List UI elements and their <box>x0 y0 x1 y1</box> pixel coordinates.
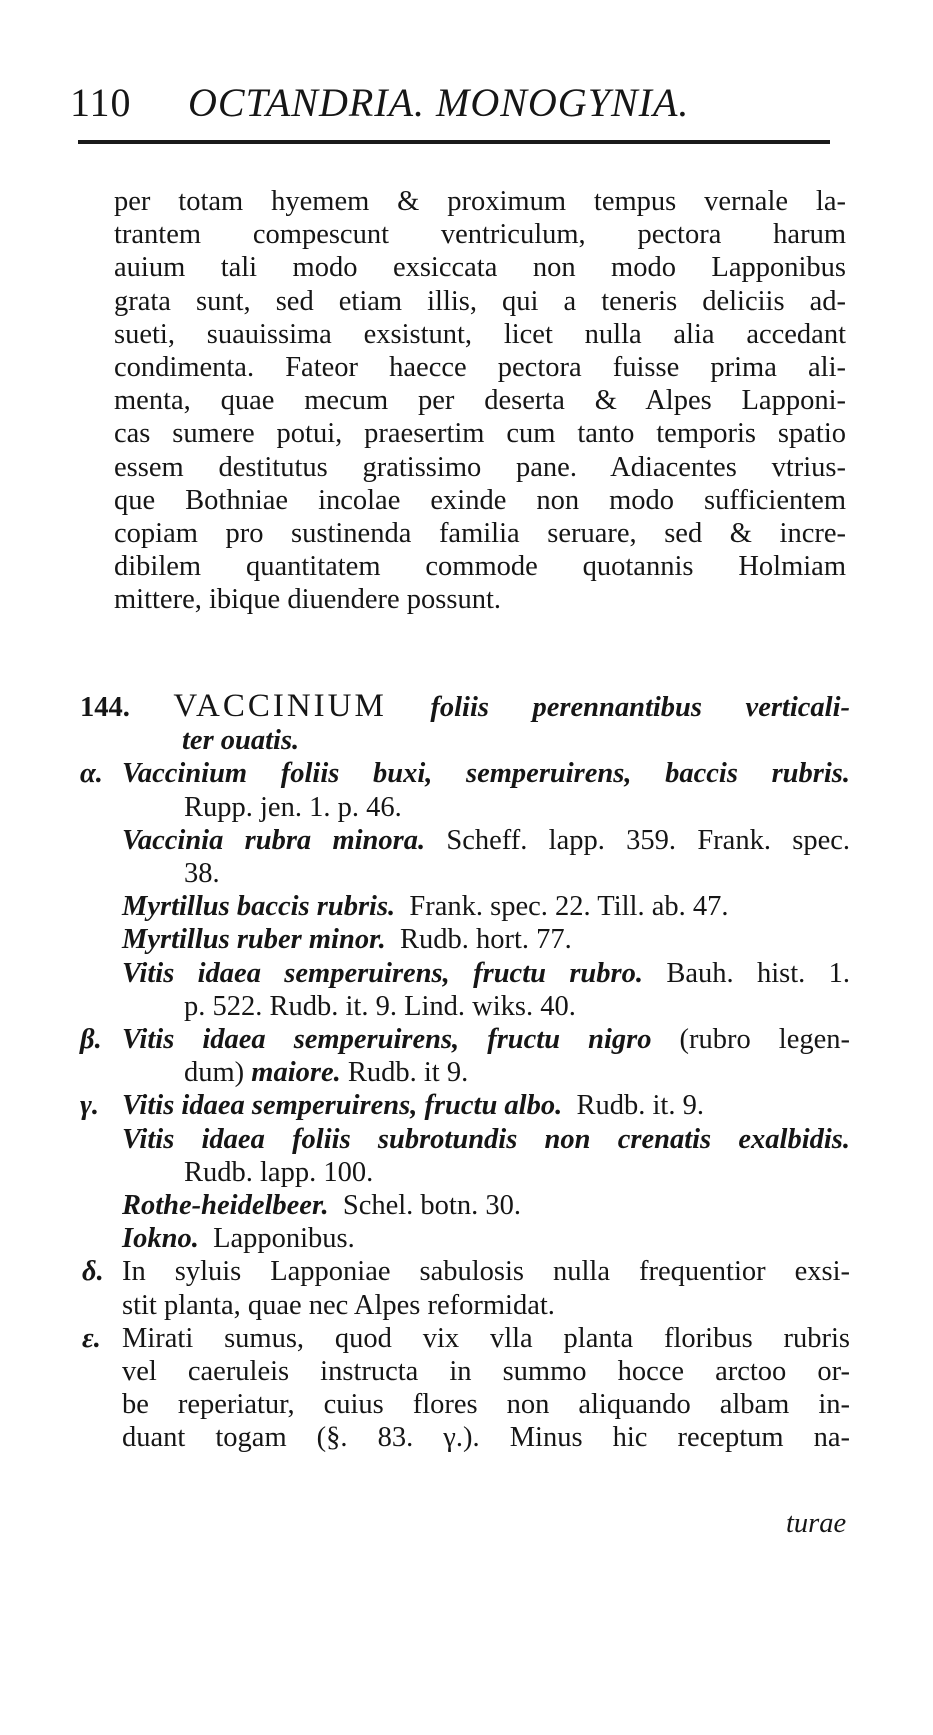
synonym <box>70 1222 850 1255</box>
paragraph-line: dibilem quantitatem commode quotannis Holmiam <box>114 551 846 583</box>
variety-beta <box>70 1023 850 1056</box>
synonym-name: Vitis idaea semperuirens, fructu nigro <box>122 1024 652 1056</box>
species-number: 144. <box>80 692 130 723</box>
reference-text: dum) <box>184 1057 245 1089</box>
reference-text: (rubro legen- <box>679 1024 850 1056</box>
reference-text: p. 522. Rudb. it. 9. Lind. wiks. 40. <box>184 990 576 1022</box>
synonym-reference <box>70 857 850 890</box>
variety-gamma <box>70 1089 850 1122</box>
synonym <box>70 824 850 857</box>
reference-text: Schel. botn. 30. <box>342 1190 521 1222</box>
paragraph-line: essem destitutus gratissimo pane. Adiacentes vtrius- <box>114 451 846 483</box>
synonym-reference <box>70 990 850 1023</box>
diagnosis-text: ter ouatis. <box>182 725 300 757</box>
reference-text: 38. <box>184 858 220 890</box>
paragraph-line: sueti, suauissima exsistunt, licet nulla alia accedant <box>114 318 846 350</box>
variety-marker: α. <box>80 758 103 790</box>
page-number: 110 <box>70 80 132 125</box>
running-title: OCTANDRIA. MONOGYNIA. <box>188 80 690 125</box>
synonym <box>70 923 850 956</box>
genus-name: VACCINIUM <box>173 688 387 724</box>
observation-text: be reperiatur, cuius flores non aliquando albam in- <box>122 1389 850 1421</box>
reference-text: Rudb. hort. 77. <box>399 924 572 956</box>
reference-text: Rupp. jen. 1. p. 46. <box>184 791 402 823</box>
header-rule <box>78 140 830 144</box>
synonym-reference <box>70 1056 850 1089</box>
synonym <box>70 957 850 990</box>
observation-marker: ε. <box>82 1322 101 1354</box>
observation-text: duant togam (§. 83. γ.). Minus hic receptum na- <box>122 1422 850 1454</box>
observation-line <box>70 1289 850 1322</box>
synonym-name: Myrtillus ruber minor. <box>122 924 386 956</box>
variety-marker: γ. <box>80 1090 99 1122</box>
synonym <box>70 1189 850 1222</box>
synonym-name: Vaccinium foliis buxi, semperuirens, baccis rubris. <box>122 758 850 790</box>
paragraph-line: auium tali modo exsiccata non modo Lapponibus <box>114 252 846 284</box>
synonym-name: Myrtillus baccis rubris. <box>122 891 396 923</box>
running-head <box>70 78 830 128</box>
reference-text: Bauh. hist. 1. <box>666 957 851 989</box>
entry-heading <box>70 690 850 724</box>
paragraph-line: que Bothniae incolae exinde non modo sufficientem <box>114 484 846 516</box>
synonym <box>70 890 850 923</box>
observation-text: stit planta, quae nec Alpes reformidat. <box>122 1289 555 1321</box>
diagnosis: foliis perennantibus verticali- <box>430 692 850 723</box>
observation-marker: δ. <box>82 1256 104 1288</box>
synonym-name: Iokno. <box>122 1223 199 1255</box>
reference-text: Rudb. lapp. 100. <box>184 1156 374 1188</box>
paragraph-line: trantem compescunt ventriculum, pectora harum <box>114 219 846 251</box>
reference-text: Lapponibus. <box>213 1223 355 1255</box>
paragraph-line: condimenta. Fateor haecce pectora fuisse prima ali- <box>114 352 846 384</box>
paragraph-line: mittere, ibique diuendere possunt. <box>114 584 502 616</box>
variety-alpha <box>70 757 850 790</box>
catchword: turae <box>786 1508 847 1539</box>
synonym-name: Vitis idaea semperuirens, fructu rubro. <box>122 957 643 989</box>
observation-epsilon <box>70 1322 850 1355</box>
synonym-name: Vitis idaea foliis subrotundis non crenatis exalbidis. <box>122 1123 850 1155</box>
synonym-name: maiore. <box>251 1057 341 1089</box>
reference-text: Rudb. it 9. <box>347 1057 469 1089</box>
observation-text: vel caeruleis instructa in summo hocce arctoo or- <box>122 1356 850 1388</box>
variety-marker: β. <box>80 1024 102 1056</box>
synonym-reference <box>70 1156 850 1189</box>
paragraph-line: grata sunt, sed etiam illis, qui a teneris deliciis ad- <box>114 285 846 317</box>
observation-text: In syluis Lapponiae sabulosis nulla frequentior exsi- <box>122 1256 850 1288</box>
species-entry <box>70 690 850 1455</box>
observation-line <box>70 1355 850 1388</box>
synonym-name: Vitis idaea semperuirens, fructu albo. <box>122 1090 563 1122</box>
diagnosis-continuation <box>70 724 850 757</box>
synonym-reference <box>70 791 850 824</box>
paragraph-line: menta, quae mecum per deserta & Alpes Lapponi- <box>114 385 846 417</box>
synonym-name: Vaccinia rubra minora. <box>122 824 426 856</box>
observation-delta <box>70 1255 850 1288</box>
observation-line <box>70 1388 850 1421</box>
paragraph-line: copiam pro sustinenda familia seruare, sed & incre- <box>114 518 846 550</box>
observation-text: Mirati sumus, quod vix vlla planta floribus rubris <box>122 1322 850 1354</box>
paragraph-line: cas sumere potui, praesertim cum tanto temporis spatio <box>114 418 846 450</box>
reference-text: Scheff. lapp. 359. Frank. spec. <box>446 824 850 856</box>
reference-text: Frank. spec. 22. Till. ab. 47. <box>409 891 729 923</box>
paragraph-line: per totam hyemem & proximum tempus vernale la- <box>114 186 846 217</box>
synonym <box>70 1123 850 1156</box>
synonym-name: Rothe-heidelbeer. <box>122 1190 329 1222</box>
reference-text: Rudb. it. 9. <box>576 1090 704 1122</box>
observation-line <box>70 1421 850 1454</box>
paragraph <box>114 185 846 617</box>
